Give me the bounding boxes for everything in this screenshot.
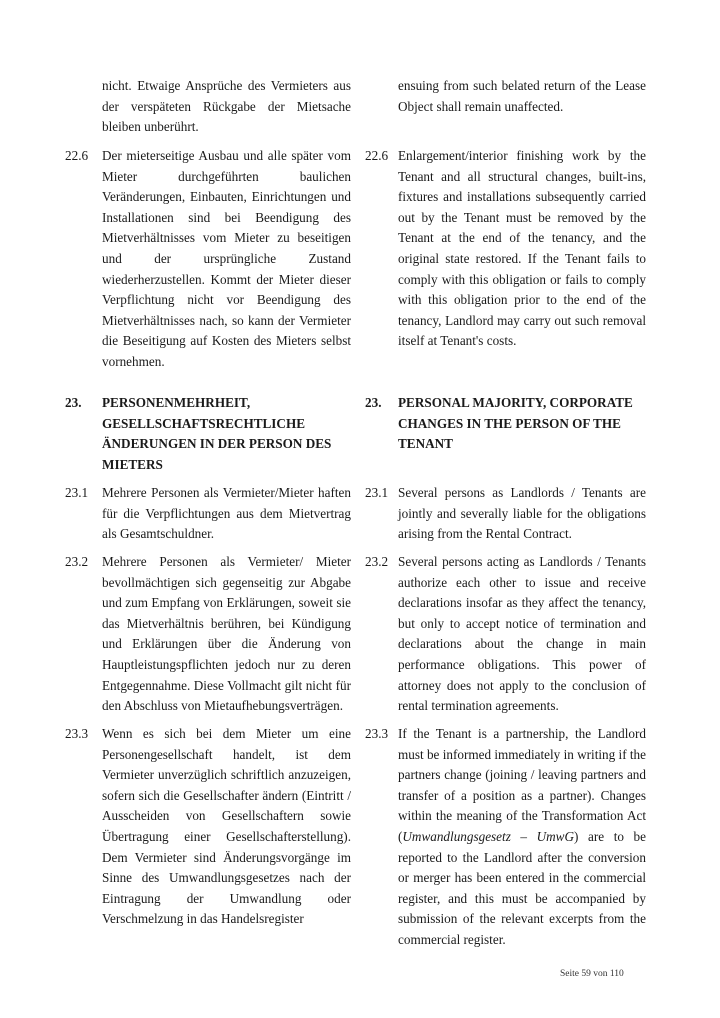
clause-23-3-en-italic-term: Umwandlungsgesetz – UmwG [402, 828, 574, 844]
clause-number-de: 23.1 [65, 485, 89, 500]
section-23-title-en: PERSONAL MAJORITY, CORPORATE CHANGES IN THE PERSON OF THE TENANT [398, 395, 633, 452]
page-number: Seite 59 von 110 [560, 969, 624, 979]
clause-23-3-en-text-before: If the Tenant is a partnership, the Landlord must be informed immediately in writing if the partners change (joining / leaving partners and transfer of a position as a partner). Changes within the meaning of the Transformation Act ( [398, 726, 646, 844]
clause-number-en: 23.2 [365, 554, 389, 569]
clause-23-3-en [398, 724, 646, 951]
clause-23-3-de: Wenn es sich bei dem Mieter um eine Personengesellschaft handelt, ist dem Vermieter unverzüglich schriftlich anzuzeigen, sofern sich die Gesellschafter ändern (Eintritt / Ausscheiden von Gesellschaftern sowie Übertragung einer Gesellschafterstellung). Dem Vermieter sind Änderungsvorgänge im Sinne des Umwandlungsgesetzes nach der Eintragung der Umwandlung oder Verschmelzung in das Handelsregister [102, 726, 351, 927]
clause-number-en: 23.1 [365, 485, 389, 500]
clause-22-6-de: Der mieterseitige Ausbau und alle später vom Mieter durchgeführten baulichen Veränderungen, Einbauten, Einrichtungen und Installationen sind bei Beendigung des Mietverhältnisses vom Mieter zu beseitigen und der ursprüngliche Zustand wiederherzustellen. Kommt der Mieter dieser Verpflichtung nicht vor Beendigung des Mietverhältnisses nach, so kann der Vermieter die Beseitigung auf Kosten des Mieters selbst vornehmen. [102, 148, 351, 369]
clause-23-2-en: Several persons acting as Landlords / Tenants authorize each other to issue and receive declarations insofar as they affect the tenancy, but only to accept notice of termination and declarations about the change in main performance obligations. This power of attorney does not apply to the conclusion of rental termination agreements. [398, 554, 646, 714]
clause-23-1-en: Several persons as Landlords / Tenants are jointly and severally liable for the obligations arising from the Rental Contract. [398, 485, 646, 542]
clause-number-en: 23.3 [365, 726, 389, 741]
continuation-en: ensuing from such belated return of the Lease Object shall remain unaffected. [398, 78, 646, 114]
section-23-title-de: PERSONENMEHRHEIT, GESELLSCHAFTSRECHTLICHE ÄNDERUNGEN IN DER PERSON DES MIETERS [102, 395, 332, 472]
clause-number-de: 23.2 [65, 554, 89, 569]
clause-23-3-en-text-after: ) are to be reported to the Landlord after the conversion or merger has been entered in the commercial register, and this must be accompanied by submission of the relevant excerpts from the commercial register. [398, 828, 646, 947]
clause-23-2-de: Mehrere Personen als Vermieter/ Mieter bevollmächtigen sich gegenseitig zur Abgabe und zum Empfang von Erklärungen, soweit sie das Mietverhältnis berühren, bei Kündigung und Erklärungen über die Änderung von Hauptleistungspflichten jedoch nur zu deren Entgegennahme. Diese Vollmacht gilt nicht für den Abschluss von Mietaufhebungsverträgen. [102, 554, 351, 714]
clause-number-de: 23.3 [65, 726, 89, 741]
clause-23-1-de: Mehrere Personen als Vermieter/Mieter haften für die Verpflichtungen aus dem Mietvertrag als Gesamtschuldner. [102, 485, 351, 542]
clause-number-en: 22.6 [365, 148, 389, 163]
section-number-de: 23. [65, 395, 82, 410]
section-number-en: 23. [365, 395, 382, 410]
clause-number-de: 22.6 [65, 148, 89, 163]
continuation-de: nicht. Etwaige Ansprüche des Vermieters aus der verspäteten Rückgabe der Mietsache bleiben unberührt. [102, 78, 351, 135]
clause-22-6-en: Enlargement/interior finishing work by the Tenant and all structural changes, built-ins, fixtures and installations subsequently carried out by the Tenant must be removed by the Tenant at the end of the tenancy, and the original state restored. If the Tenant fails to comply with this obligation or fails to comply with this obligation prior to the end of the tenancy, Landlord may carry out such removal itself at Tenant's costs. [398, 148, 646, 349]
